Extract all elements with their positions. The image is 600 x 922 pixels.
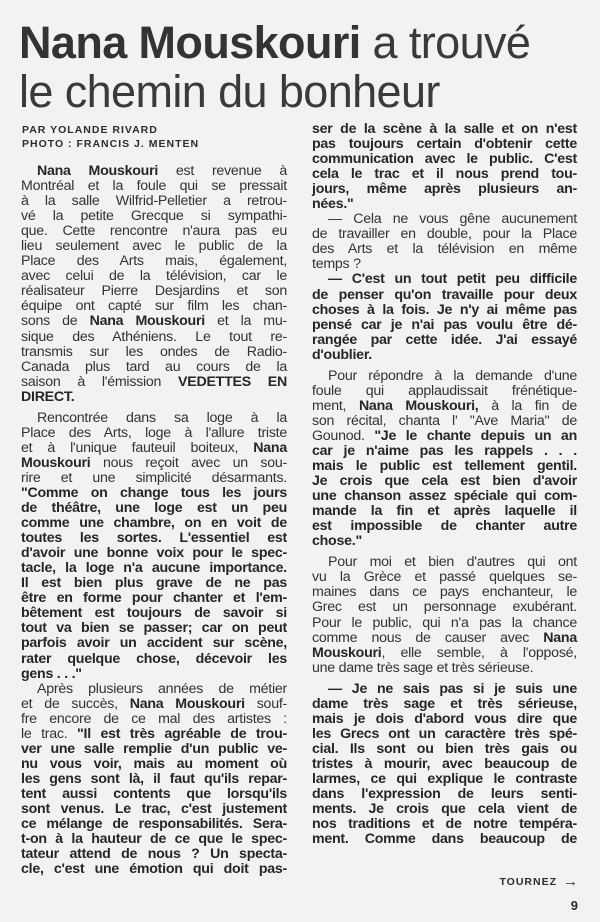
text-line — [312, 631, 577, 646]
text-line — [312, 152, 577, 167]
bold-text: cial. Ils sont ou bien très gais ou — [312, 740, 577, 757]
text-line — [21, 345, 287, 360]
bold-text: communication avec le public. C'est — [312, 151, 577, 168]
bold-text: car je n'aime pas les rappels . . . — [312, 442, 577, 459]
left-column — [21, 164, 287, 877]
body-text: comme nous de causer avec — [312, 629, 544, 646]
text-line — [21, 441, 287, 456]
text-line — [21, 360, 287, 375]
text-line — [21, 179, 287, 194]
text-line — [21, 224, 287, 239]
text-line — [21, 757, 287, 772]
turn-label: TOURNEZ — [499, 875, 557, 888]
text-line — [312, 384, 577, 399]
text-line — [21, 561, 287, 576]
bold-text: ser de la scène à la salle et on n'est — [312, 121, 577, 137]
text-line — [21, 652, 287, 667]
body-text: nous reçoit avec un sou- — [90, 454, 287, 471]
text-line — [21, 682, 287, 697]
text-line — [312, 616, 577, 631]
bold-text: cle, c'est une émotion qui doit pas- — [21, 861, 287, 878]
body-text: Gounod. — [312, 427, 375, 444]
bold-text: t-on à la hauteur de ce que le spec- — [21, 831, 287, 848]
body-text: vé la petite Grecque si sympathi- — [21, 208, 287, 225]
text-line — [21, 802, 287, 817]
text-line — [312, 333, 577, 348]
text-line — [21, 456, 287, 471]
bold-text: mande la fin et après laquelle il — [312, 503, 577, 520]
bold-text: "Comme on change tous les jours — [21, 484, 287, 501]
page-number: 9 — [570, 898, 578, 913]
bold-text: dans l'expression de leurs senti- — [312, 786, 577, 803]
text-line — [312, 504, 577, 519]
bold-text: parfois avoir un accident sur scène, — [21, 635, 287, 652]
bold-text: DIRECT. — [21, 388, 75, 405]
text-line — [312, 727, 577, 742]
body-text: à la fin de — [478, 397, 577, 414]
bold-text: nos traditions et de notre tempéra- — [312, 816, 577, 833]
text-line — [312, 817, 577, 832]
body-text: Place des Arts mais, également, — [21, 253, 287, 270]
text-line — [21, 330, 287, 345]
text-line — [312, 399, 577, 414]
title-line2: le chemin du bonheur — [19, 66, 440, 117]
text-line — [21, 712, 287, 727]
body-text: que. Cette rencontre n'aura pas eu — [21, 223, 287, 240]
text-line — [21, 299, 287, 314]
text-line — [21, 471, 287, 486]
body-text: Après plusieurs années de métier — [37, 680, 287, 697]
bold-text: ce mélange de responsabilités. Sera- — [21, 816, 287, 833]
text-line — [312, 682, 577, 697]
bold-text: Mouskouri — [312, 644, 382, 661]
bold-text: — Je ne sais pas si je suis une — [328, 680, 577, 697]
text-line — [312, 167, 577, 182]
text-line — [21, 501, 287, 516]
text-line — [21, 862, 287, 877]
text-line — [21, 546, 287, 561]
bold-text: mais je dois d'abord vous dire que — [312, 710, 577, 727]
body-text: son récital, chanta l' "Ave Maria" de — [312, 412, 577, 429]
text-line — [21, 284, 287, 299]
text-line — [21, 772, 287, 787]
text-line — [312, 212, 577, 227]
text-line — [312, 429, 577, 444]
body-text: rire et une simplicité désarmants. — [21, 469, 287, 486]
bold-text: "Je le chante depuis un an — [374, 427, 577, 444]
text-line — [312, 272, 577, 287]
text-line — [312, 474, 577, 489]
text-line — [312, 772, 577, 787]
bold-text: tacle, la loge n'a aucune importance. — [21, 560, 287, 577]
article-title — [19, 18, 589, 116]
bold-text: ments. Je crois que cela vient de — [312, 801, 577, 818]
body-text: souf- — [244, 695, 287, 712]
bold-text: choses à la fois. Je n'y ai même pas — [312, 301, 577, 318]
text-line — [21, 667, 287, 682]
bold-text: toutes les sortes. L'essentiel est — [21, 530, 287, 547]
body-text: équipe ont capté sur film les chan- — [21, 298, 287, 315]
bold-text: pas toujours certain d'obtenir cette — [312, 136, 577, 153]
byline-photo-credit: PHOTO : FRANCIS J. MENTEN — [22, 138, 200, 150]
text-line — [312, 303, 577, 318]
text-line — [312, 288, 577, 303]
body-text: foule qui applaudissait frénétique- — [312, 382, 577, 399]
text-line — [21, 817, 287, 832]
body-text: des Arts et la télévision en même — [312, 241, 577, 258]
bold-text: tristes à mourir, avec beaucoup de — [312, 755, 577, 772]
text-line — [312, 182, 577, 197]
text-line — [21, 314, 287, 329]
text-line — [312, 369, 577, 384]
text-line — [21, 411, 287, 426]
text-line — [21, 636, 287, 651]
bold-text: rangée par cette idée. J'ai essayé — [312, 331, 577, 348]
text-line — [21, 254, 287, 269]
body-text: , elle semble, à l'opposé, — [381, 644, 577, 661]
text-line — [312, 570, 577, 585]
bold-text: nu vous voir, mais au moment où — [21, 755, 287, 772]
body-text: Pour répondre à la demande d'une — [328, 367, 577, 384]
bold-text: les Grecs ont un caractère très spé- — [312, 725, 577, 742]
body-text: sique des Athéniens. Le tout re- — [21, 328, 287, 345]
bold-text: VEDETTES EN — [178, 373, 287, 390]
bold-text: mais le public est tellement gentil. — [312, 458, 577, 475]
text-line — [21, 847, 287, 862]
text-line — [21, 426, 287, 441]
body-text: le trac. — [21, 725, 78, 742]
body-text: — Cela ne vous gêne aucunement — [328, 211, 577, 228]
bold-text: Nana Mouskouri — [89, 313, 205, 330]
text-line — [312, 534, 577, 549]
bold-text: dame très sage et très sérieuse, — [312, 695, 577, 712]
text-line — [21, 787, 287, 802]
bold-text: est impossible de chanter autre — [312, 518, 577, 535]
body-text: est revenue à — [158, 163, 287, 179]
body-text: transmis sur les ondes de Radio- — [21, 343, 287, 360]
text-line — [21, 727, 287, 742]
text-line — [312, 712, 577, 727]
body-text: Canada plus tard au cours de la — [21, 358, 287, 375]
bold-text: une chanson assez spéciale qui com- — [312, 488, 577, 505]
text-line — [21, 742, 287, 757]
body-text: et de succès, — [21, 695, 130, 712]
bold-text: bêtement est toujours de savoir si — [21, 605, 287, 622]
bold-text: Nana Mouskouri — [37, 163, 159, 179]
text-line — [21, 375, 287, 390]
bold-text: jours, même après plusieurs an- — [312, 181, 577, 198]
text-line — [312, 757, 577, 772]
bold-text: de penser qu'on travaille pour deux — [312, 286, 577, 303]
text-line — [312, 832, 577, 847]
body-text: maines dans ce pays enchanteur, le — [312, 584, 577, 601]
bold-text: de théâtre, une loge est un peu — [21, 500, 287, 517]
text-line — [312, 600, 577, 615]
text-line — [312, 318, 577, 333]
bold-text: "Il est très agréable de trou- — [77, 725, 287, 742]
body-text: Montréal et la foule qui se pressait — [21, 178, 287, 195]
text-line — [312, 661, 577, 676]
text-line — [312, 242, 577, 257]
bold-text: gens . . ." — [21, 665, 82, 682]
text-line — [21, 576, 287, 591]
text-line — [312, 348, 577, 363]
right-column — [312, 122, 577, 847]
text-line — [21, 164, 287, 179]
bold-text: tent aussi contents que lorsqu'ils — [21, 785, 287, 802]
bold-text: sont venus. Le trac, c'est justement — [21, 800, 287, 817]
text-line — [312, 697, 577, 712]
bold-text: ver une salle remplie d'un public ve- — [21, 740, 287, 757]
body-text: Rencontrée dans sa loge à la — [37, 409, 287, 426]
text-line — [312, 742, 577, 757]
text-line — [21, 209, 287, 224]
body-text: et la mu- — [204, 313, 287, 330]
text-line — [312, 585, 577, 600]
bold-text: chose." — [312, 533, 362, 550]
bold-text: rater quelque chose, décevoir les — [21, 650, 287, 667]
text-line — [312, 555, 577, 570]
bold-text: tateur attend de nous ? Un specta- — [21, 846, 287, 863]
bold-text: larmes, ce qui explique le contraste — [312, 770, 577, 787]
text-line — [21, 194, 287, 209]
bold-text: Nana — [253, 439, 287, 456]
bold-text: Il est bien plus grave de ne pas — [21, 575, 287, 592]
body-text: temps ? — [312, 256, 361, 273]
bold-text: Nana Mouskouri — [129, 695, 245, 712]
byline — [22, 123, 199, 151]
text-line — [312, 444, 577, 459]
text-line — [21, 516, 287, 531]
bold-text: pensé car je n'ai pas voulu être dé- — [312, 316, 577, 333]
bold-text: cela le trac et il nous prend tou- — [312, 166, 577, 183]
text-line — [312, 122, 577, 137]
text-line — [21, 832, 287, 847]
bold-text: Je crois que cela est bien d'avoir — [312, 473, 577, 490]
body-text: Place des Arts, loge à l'allure triste — [21, 424, 287, 441]
bold-text: d'oublier. — [312, 346, 372, 363]
body-text: Pour le public, qui n'a pas la chance — [312, 614, 577, 631]
text-line — [21, 621, 287, 636]
text-line — [312, 787, 577, 802]
text-line — [21, 390, 287, 405]
body-text: de travailler en double, pour la Place — [312, 226, 577, 243]
text-line — [312, 646, 577, 661]
text-line — [312, 257, 577, 272]
body-text: lieu seulement avec le public de la — [21, 238, 287, 255]
byline-author: PAR YOLANDE RIVARD — [22, 124, 158, 136]
text-line — [312, 137, 577, 152]
text-line — [312, 459, 577, 474]
bold-text: Nana Mouskouri, — [358, 397, 479, 414]
text-line — [312, 414, 577, 429]
text-line — [21, 606, 287, 621]
title-line1-rest: a trouvé — [360, 17, 531, 68]
text-line — [21, 239, 287, 254]
body-text: ment, — [312, 397, 359, 414]
bold-text: d'avoir une bonne voix pour le spec- — [21, 545, 287, 562]
text-line — [312, 519, 577, 534]
bold-text: être en forme pour chanter et l'em- — [21, 590, 287, 607]
text-line — [21, 591, 287, 606]
bold-text: comme une chambre, on en voit de — [21, 515, 287, 532]
text-line — [21, 269, 287, 284]
body-text: réalisateur Pierre Desjardins et son — [21, 283, 287, 300]
bold-text: — C'est un tout petit peu difficile — [328, 271, 577, 288]
arrow-right-icon: → — [563, 873, 578, 890]
text-line — [312, 802, 577, 817]
body-text: à la salle Wilfrid-Pelletier a retrou- — [21, 193, 287, 210]
body-text: fre encore de ce mal des artistes : — [21, 710, 287, 727]
text-line — [312, 227, 577, 242]
text-line — [21, 697, 287, 712]
body-text: Pour moi et bien d'autres qui ont — [328, 554, 577, 571]
turn-page-indicator — [499, 873, 578, 890]
text-line — [312, 489, 577, 504]
text-line — [21, 486, 287, 501]
body-text: saison à l'émission — [21, 373, 179, 390]
body-text: vu la Grèce et passé quelques se- — [312, 569, 577, 586]
text-line — [21, 531, 287, 546]
bold-text: ment. Comme dans beaucoup de — [312, 831, 577, 848]
bold-text: Nana — [543, 629, 577, 646]
body-text: une dame très sage et très sérieuse. — [312, 659, 534, 676]
bold-text: tout va bien se passer; car on peut — [21, 620, 287, 637]
title-name: Nana Mouskouri — [19, 17, 361, 68]
body-text: sons de — [21, 313, 90, 330]
text-line — [312, 197, 577, 212]
body-text: Grec est un personnage exubérant. — [312, 599, 577, 616]
body-text: et à l'unique fauteuil boiteux, — [21, 439, 254, 456]
body-text: avec celui de la télévision, car le — [21, 268, 287, 285]
bold-text: Mouskouri — [21, 454, 91, 471]
bold-text: les gens sont là, il faut qu'ils repar- — [21, 770, 287, 787]
bold-text: nées." — [312, 196, 354, 213]
